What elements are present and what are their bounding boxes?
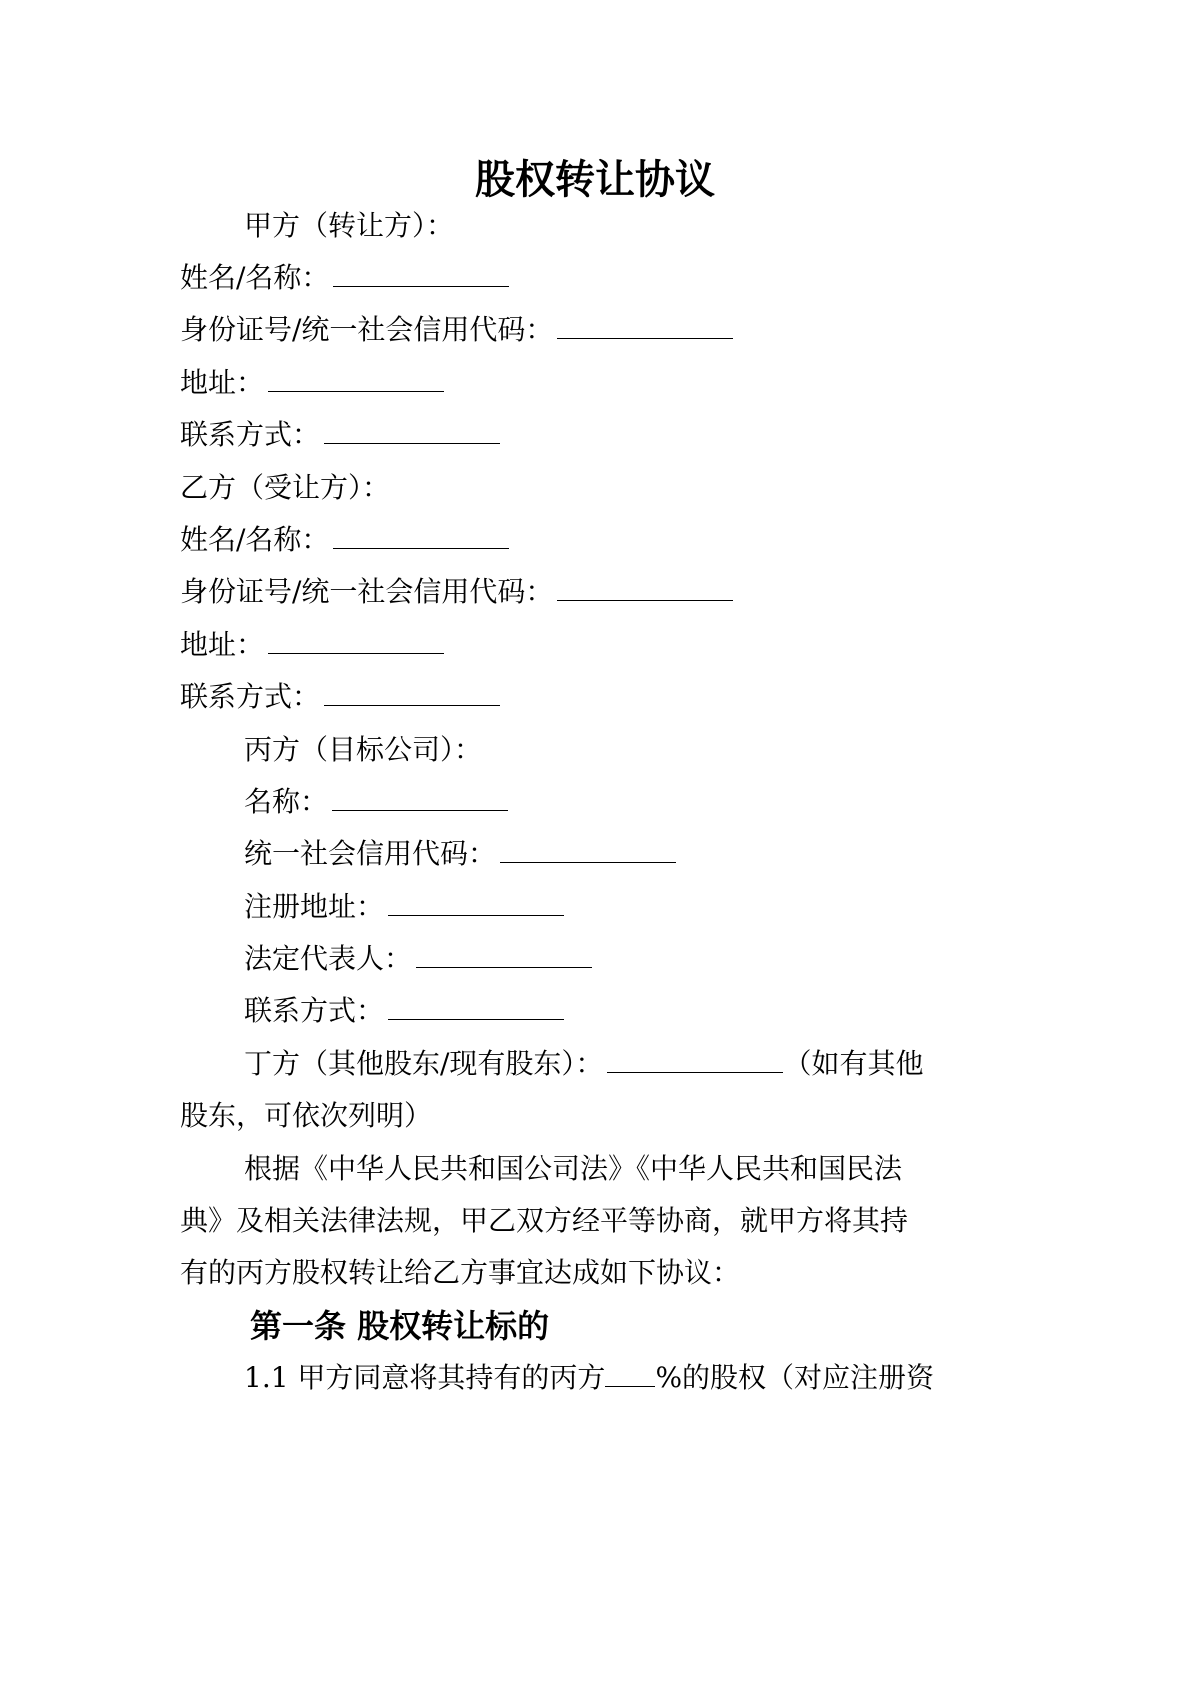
share-percent-blank[interactable] <box>605 1358 655 1387</box>
party-b-contact-field: 联系方式： <box>180 677 500 717</box>
preamble-line-1: 根据《中华人民共和国公司法》《中华人民共和国民法 <box>244 1152 903 1185</box>
party-a-id-field: 身份证号/统一社会信用代码： <box>180 310 733 350</box>
preamble-line-3: 有的丙方股权转让给乙方事宜达成如下协议： <box>180 1256 741 1289</box>
party-a-address-field: 地址： <box>180 363 444 403</box>
party-a-header: 甲方（转让方）： <box>244 209 455 242</box>
party-c-code-blank[interactable] <box>500 834 676 863</box>
party-c-name-field: 名称： <box>244 782 508 822</box>
document-title: 股权转让协议 <box>475 157 715 203</box>
party-c-header: 丙方（目标公司）： <box>244 733 483 766</box>
party-d-field: 丁方（其他股东/现有股东）： （如有其他 <box>244 1044 923 1084</box>
party-d-note: 股东，可依次列明） <box>180 1099 433 1132</box>
party-c-address-blank[interactable] <box>388 887 564 916</box>
party-c-name-blank[interactable] <box>332 782 508 811</box>
party-a-name-field: 姓名/名称： <box>180 258 509 298</box>
party-c-contact-field: 联系方式： <box>244 991 564 1031</box>
party-c-code-field: 统一社会信用代码： <box>244 834 676 874</box>
party-b-id-blank[interactable] <box>557 572 733 601</box>
party-b-id-field: 身份证号/统一社会信用代码： <box>180 572 733 612</box>
party-c-contact-blank[interactable] <box>388 991 564 1020</box>
party-b-contact-blank[interactable] <box>324 677 500 706</box>
party-b-name-blank[interactable] <box>333 520 509 549</box>
preamble-line-2: 典》及相关法律法规，甲乙双方经平等协商，就甲方将其持 <box>180 1204 909 1237</box>
party-a-id-blank[interactable] <box>557 310 733 339</box>
clause-1-1: 1.1 甲方同意将其持有的丙方 %的股权（对应注册资 <box>244 1358 934 1398</box>
party-a-contact-blank[interactable] <box>324 415 500 444</box>
party-b-header: 乙方（受让方）： <box>180 471 391 504</box>
party-b-address-field: 地址： <box>180 625 444 665</box>
party-a-name-blank[interactable] <box>333 258 509 287</box>
party-a-address-blank[interactable] <box>268 363 444 392</box>
party-c-legal-rep-field: 法定代表人： <box>244 939 592 979</box>
party-d-blank[interactable] <box>607 1044 783 1073</box>
party-a-contact-field: 联系方式： <box>180 415 500 455</box>
party-b-address-blank[interactable] <box>268 625 444 654</box>
party-c-legal-rep-blank[interactable] <box>416 939 592 968</box>
article-1-heading: 第一条 股权转让标的 <box>250 1307 550 1345</box>
party-c-address-field: 注册地址： <box>244 887 564 927</box>
party-b-name-field: 姓名/名称： <box>180 520 509 560</box>
